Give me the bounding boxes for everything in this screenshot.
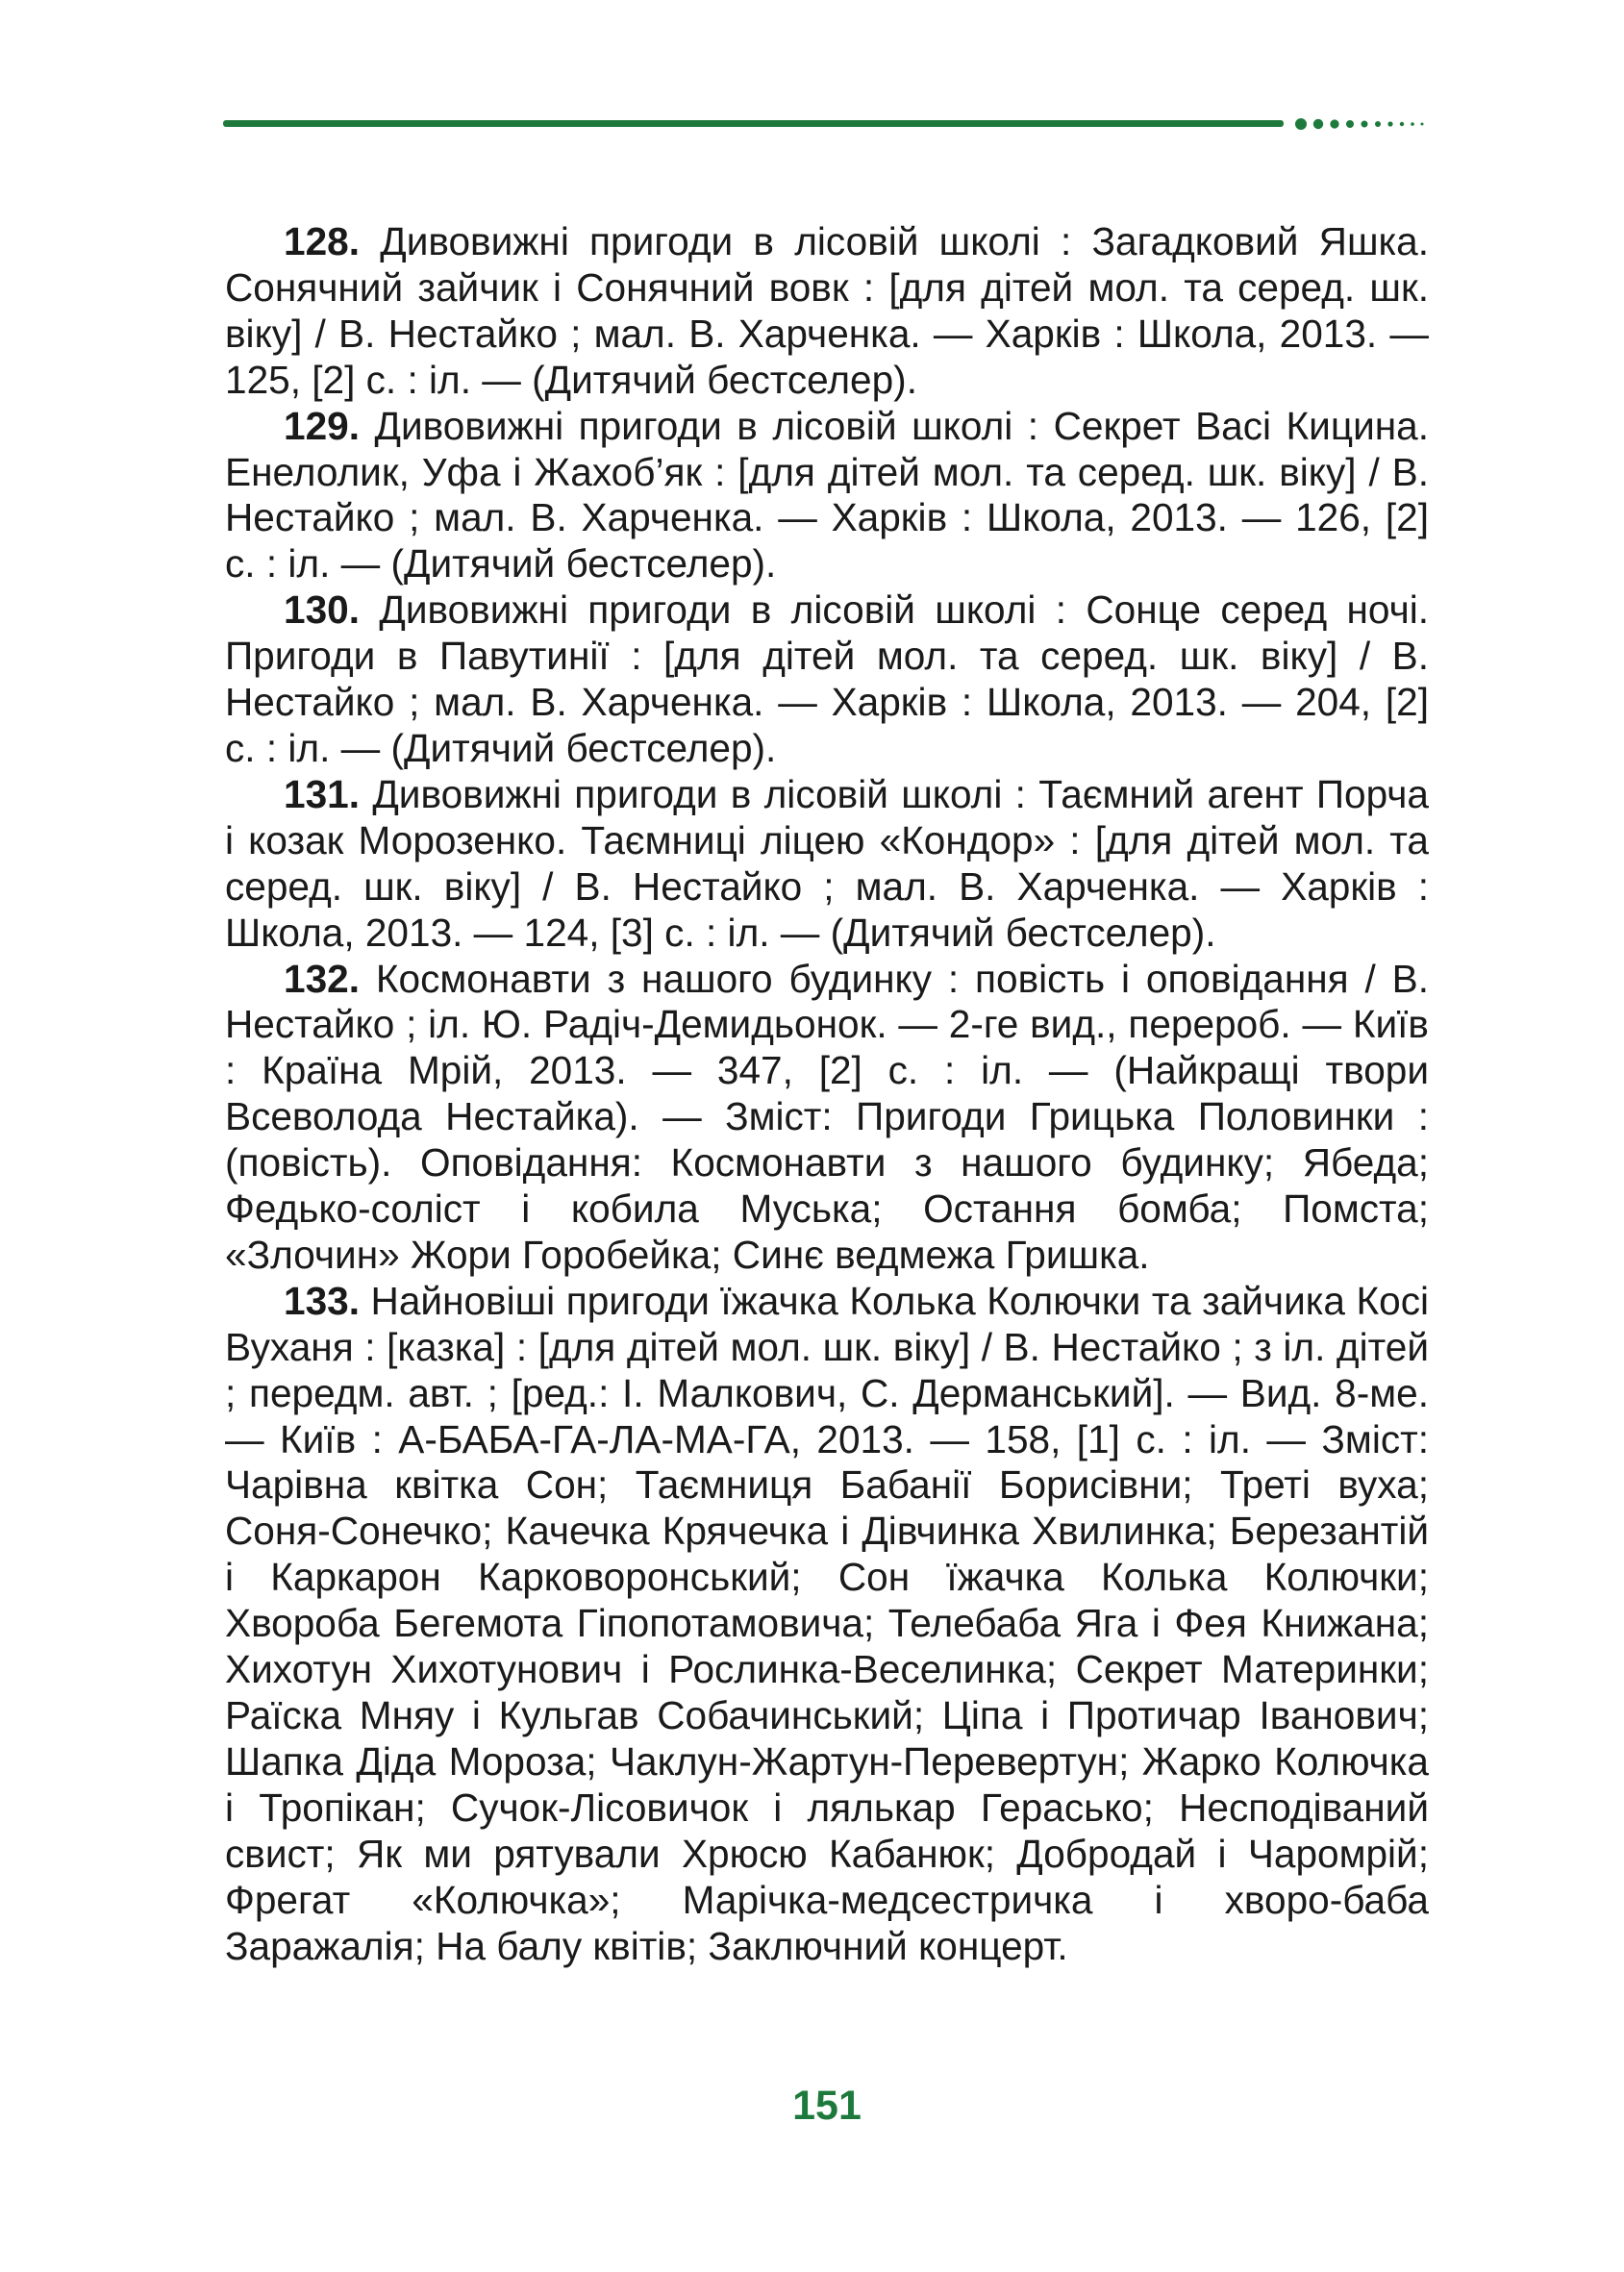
entry-number: 130.	[284, 587, 360, 633]
bibliography-entry-129	[225, 404, 1429, 588]
bibliography-entry-133	[225, 1279, 1429, 1970]
page-number: 151	[792, 2083, 862, 2129]
entry-text: Дивовижні пригоди в лісовій школі : Секрет Васі Кицина. Енелолик, Уфа і Жахоб’як : [для дітей мол. та серед. шк. віку] / В. Нестайко ; мал. В. Харченка. — Харків : Школа, 2013. — 126, [2] с. : іл. — (Дитячий бестселер).	[225, 403, 1429, 587]
entry-text: Дивовижні пригоди в лісовій школі : Таємний агент Порча і козак Морозенко. Таємниці ліцею «Кондор» : [для дітей мол. та серед. шк. віку] / В. Нестайко ; мал. В. Харченка. — Харків : Школа, 2013. — 124, [3] с. : іл. — (Дитячий бестселер).	[225, 771, 1429, 955]
entry-text: Дивовижні пригоди в лісовій школі : Загадковий Яшка. Сонячний зайчик і Сонячний вовк : [для дітей мол. та серед. шк. віку] / В. Нестайко ; мал. В. Харченка. — Харків : Школа, 2013. — 125, [2] с. : іл. — (Дитячий бестселер).	[225, 219, 1429, 402]
entry-number: 131.	[284, 771, 360, 816]
bibliography-entry-130	[225, 587, 1429, 772]
bibliography-entry-132	[225, 957, 1429, 1279]
header-rule	[223, 120, 1284, 127]
entry-number: 132.	[284, 956, 360, 1001]
entry-text: Найновіші пригоди їжачка Колька Колючки та зайчика Косі Вуханя : [казка] : [для дітей мол. шк. віку] / В. Нестайко ; з іл. дітей ; передм. авт. ; [ред.: І. Малкович, С. Дерманський]. — Вид. 8-ме. — Київ : А-БАБА-ГА-ЛА-МА-ГА, 2013. — 158, [1] с. : іл. — Зміст: Чарівна квітка Сон; Таємниця Бабанії Борисівни; Треті вуха; Соня-Сонечко; Качечка Крячечка і Дівчинка Хвилинка; Березантій і Каркарон Карковоронський; Сон їжачка Колька Колючки; Хвороба Бегемота Гіпопотамовича; Телебаба Яга і Фея Книжана; Хихотун Хихотунович і Рослинка-Веселинка; Секрет Материнки; Раїска Мняу і Кульгав Собачинський; Ціпа і Протичар Іванович; Шапка Діда Мороза; Чаклун-Жартун-Перевертун; Жарко Колючка і Тропікан; Сучок-Лісовичок і лялькар Гераськo; Несподіваний свист; Як ми рятували Хрюсю Кабанюк; Добродай і Чаромрій; Фрегат «Колючка»; Марічка-медсестричка і хворо-баба Заражалія; На балу квітів; Заключний концерт.	[225, 1278, 1429, 1968]
bibliography-entry-128	[225, 219, 1429, 404]
entry-text: Дивовижні пригоди в лісовій школі : Сонце серед ночі. Пригоди в Павутинії : [для дітей мол. та серед. шк. віку] / В. Нестайко ; мал. В. Харченка. — Харків : Школа, 2013. — 204, [2] с. : іл. — (Дитячий бестселер).	[225, 587, 1429, 770]
entry-number: 133.	[284, 1278, 360, 1323]
entry-text: Космонавти з нашого будинку : повість і оповідання / В. Нестайко ; іл. Ю. Радіч-Демидьонок. — 2-ге вид., перероб. — Київ : Країна Мрій, 2013. — 347, [2] с. : іл. — (Найкращі твори Всеволода Нестайка). — Зміст: Пригоди Грицька Половинки : (повість). Оповідання: Космонавти з нашого будинку; Ябеда; Федько-соліст і кобила Муська; Остання бомба; Помста; «Злочин» Жори Горобейка; Синє ведмежа Гришка.	[225, 956, 1429, 1277]
entry-number: 129.	[284, 403, 360, 448]
entry-number: 128.	[284, 219, 360, 263]
bibliography-entry-131	[225, 772, 1429, 957]
header-dot-ornament	[1293, 116, 1428, 132]
bibliography-list	[225, 219, 1429, 1969]
